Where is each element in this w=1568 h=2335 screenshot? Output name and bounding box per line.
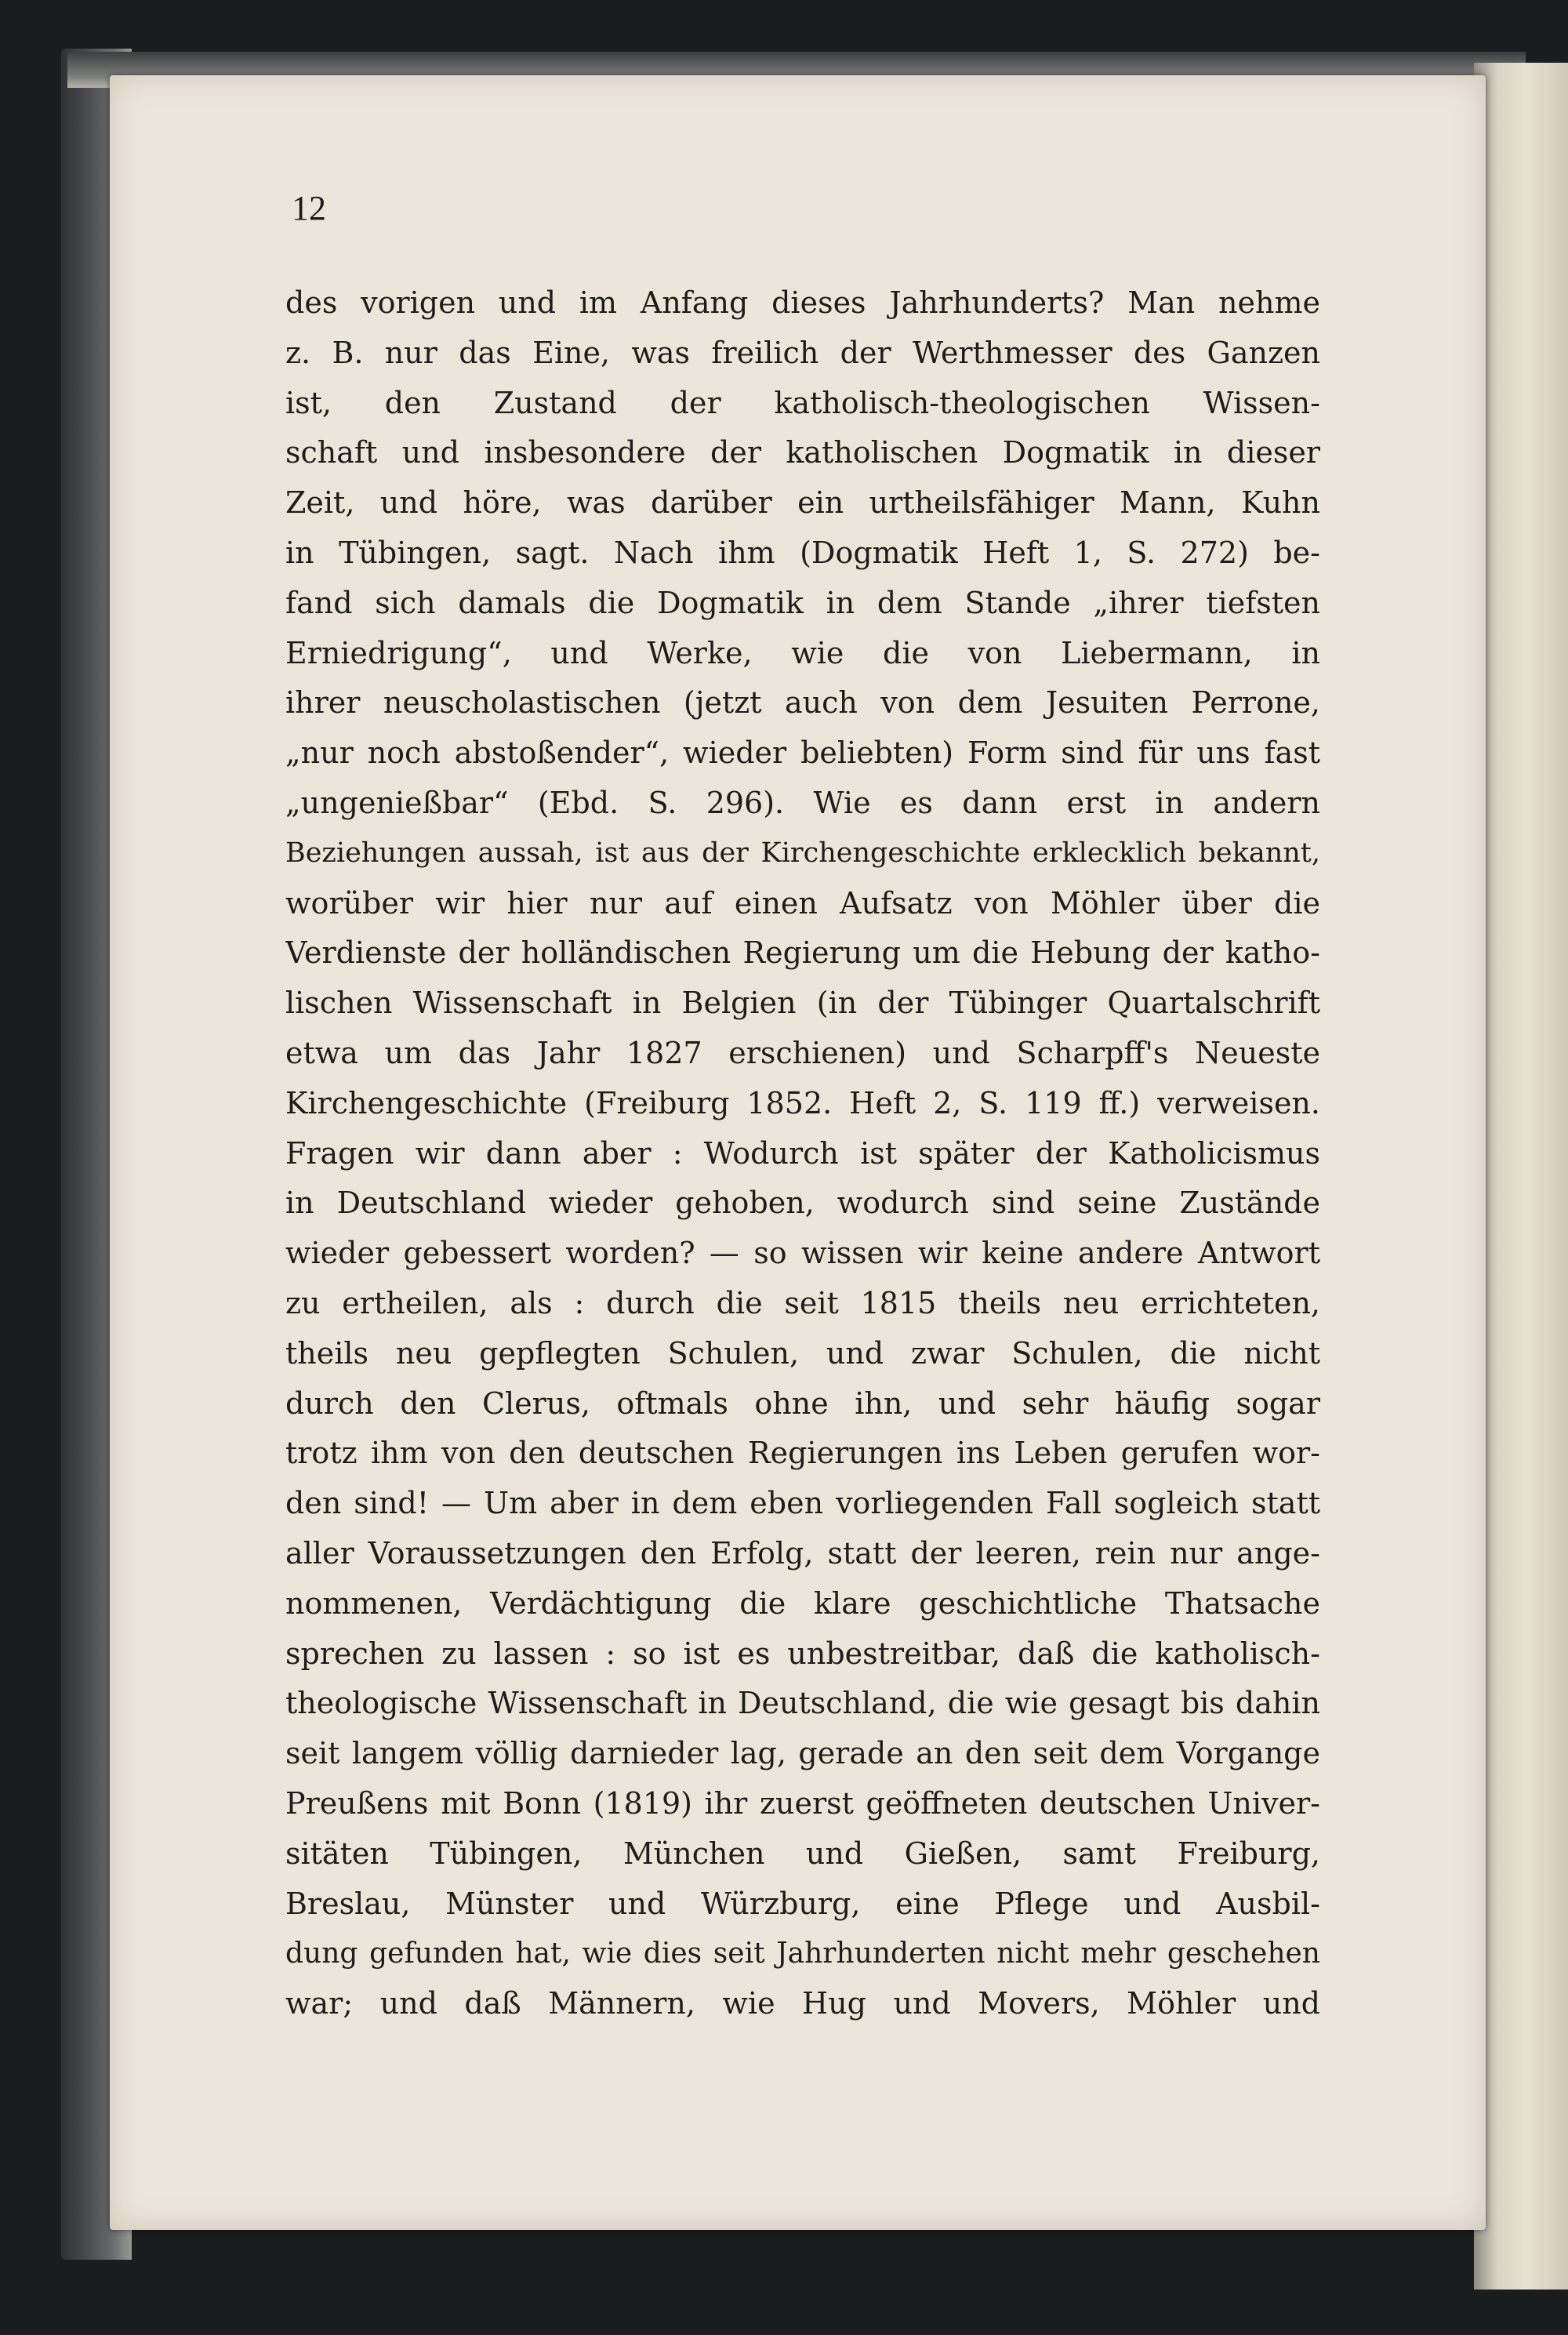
- text-line: Preußens mit Bonn (1819) ihr zuerst geöffneten deutschen Univer-: [285, 1785, 1320, 1821]
- text-line: Fragen wir dann aber : Wodurch ist später der Katholicismus: [285, 1135, 1320, 1171]
- text-line: Beziehungen aussah, ist aus der Kirchengeschichte erklecklich bekannt,: [285, 837, 1320, 869]
- text-line: worüber wir hier nur auf einen Aufsatz von Möhler über die: [285, 885, 1320, 921]
- text-line: durch den Clerus, oftmals ohne ihn, und sehr häufig sogar: [285, 1385, 1320, 1421]
- text-line: in Deutschland wieder gehoben, wodurch sind seine Zustände: [285, 1186, 1320, 1221]
- text-line: Kirchengeschichte (Freiburg 1852. Heft 2, S. 119 ff.) verweisen.: [285, 1085, 1320, 1120]
- text-line: Zeit, und höre, was darüber ein urtheilsfähiger Mann, Kuhn: [285, 485, 1320, 521]
- text-line: den sind! — Um aber in dem eben vorliegenden Fall sogleich statt: [285, 1486, 1320, 1521]
- text-line: ist, den Zustand der katholisch-theologischen Wissen-: [285, 385, 1320, 420]
- text-line: aller Voraussetzungen den Erfolg, statt der leeren, rein nur ange-: [285, 1535, 1320, 1571]
- page-body-text: [285, 278, 1320, 2029]
- page-number: 12: [292, 189, 326, 227]
- text-line: zu ertheilen, als : durch die seit 1815 theils neu errichteten,: [285, 1285, 1320, 1320]
- text-line: trotz ihm von den deutschen Regierungen ins Leben gerufen wor-: [285, 1436, 1320, 1471]
- text-line: ihrer neuscholastischen (jetzt auch von dem Jesuiten Perrone,: [285, 685, 1320, 721]
- book-page-edge: [1474, 63, 1568, 2290]
- text-line: sprechen zu lassen : so ist es unbestreitbar, daß die katholisch-: [285, 1636, 1320, 1671]
- text-line: lischen Wissenschaft in Belgien (in der Tübinger Quartalschrift: [285, 986, 1320, 1021]
- text-line: „nur noch abstoßender“, wieder beliebten) Form sind für uns fast: [285, 735, 1320, 771]
- text-line: schaft und insbesondere der katholischen Dogmatik in dieser: [285, 435, 1320, 470]
- text-line: „ungenießbar“ (Ebd. S. 296). Wie es dann erst in andern: [285, 785, 1320, 820]
- text-line: sitäten Tübingen, München und Gießen, samt Freiburg,: [285, 1836, 1320, 1871]
- text-line: des vorigen und im Anfang dieses Jahrhunderts? Man nehme: [285, 285, 1320, 320]
- text-line: Erniedrigung“, und Werke, wie die von Liebermann, in: [285, 635, 1320, 670]
- text-line: Breslau, Münster und Würzburg, eine Pflege und Ausbil-: [285, 1886, 1320, 1921]
- text-line: theils neu gepflegten Schulen, und zwar Schulen, die nicht: [285, 1335, 1320, 1371]
- text-line: z. B. nur das Eine, was freilich der Werthmesser des Ganzen: [285, 335, 1320, 370]
- text-line: war; und daß Männern, wie Hug und Movers, Möhler und: [285, 1986, 1320, 2021]
- text-line: Verdienste der holländischen Regierung um die Hebung der katho-: [285, 935, 1320, 971]
- text-line: fand sich damals die Dogmatik in dem Stande „ihrer tiefsten: [285, 585, 1320, 620]
- text-line: nommenen, Verdächtigung die klare geschichtliche Thatsache: [285, 1585, 1320, 1621]
- text-line: wieder gebessert worden? — so wissen wir keine andere Antwort: [285, 1236, 1320, 1271]
- text-line: theologische Wissenschaft in Deutschland, die wie gesagt bis dahin: [285, 1686, 1320, 1721]
- text-line: seit langem völlig darnieder lag, gerade an den seit dem Vorgange: [285, 1736, 1320, 1771]
- text-line: in Tübingen, sagt. Nach ihm (Dogmatik Heft 1, S. 272) be-: [285, 535, 1320, 570]
- text-line: dung gefunden hat, wie dies seit Jahrhunderten nicht mehr geschehen: [285, 1937, 1320, 1970]
- text-line: etwa um das Jahr 1827 erschienen) und Scharpff's Neueste: [285, 1035, 1320, 1070]
